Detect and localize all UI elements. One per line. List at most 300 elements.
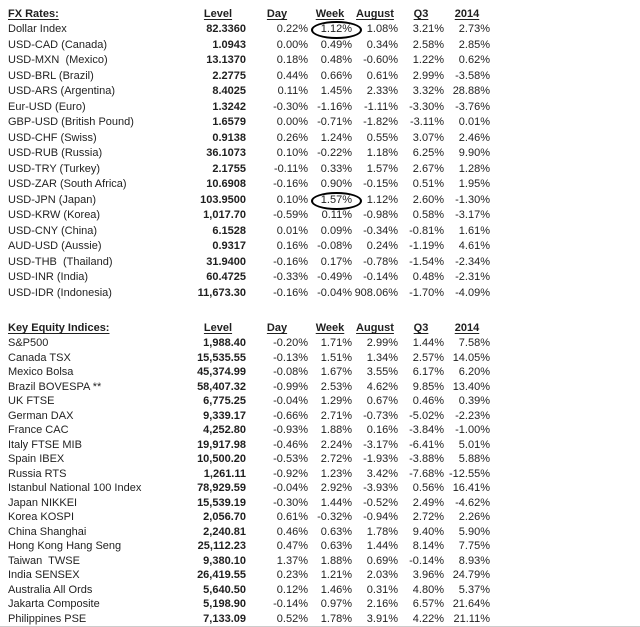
day-change-value: -0.16% <box>273 255 308 268</box>
index-name: Philippines PSE <box>8 612 87 625</box>
fx-section-title: FX Rates: <box>8 8 59 20</box>
equity-row <box>8 380 490 395</box>
day-change-value: 0.12% <box>276 583 308 596</box>
day-change-value: -0.14% <box>273 598 308 610</box>
level-value: 8.4025 <box>212 85 246 97</box>
day-change-value: 0.52% <box>276 612 308 625</box>
index-name: Canada TSX <box>8 351 71 364</box>
day-change-value: -0.04% <box>273 482 308 494</box>
august-change-value: -1.11% <box>363 100 398 113</box>
august-change-value: -0.34% <box>363 224 398 237</box>
instrument-name: USD-ARS (Argentina) <box>8 85 115 97</box>
august-change-value: 3.42% <box>366 467 398 480</box>
day-change-value: -0.08% <box>273 366 308 378</box>
week-change-value: 0.09% <box>320 224 352 237</box>
august-change-value: -0.78% <box>363 255 398 268</box>
fx-row <box>8 53 490 69</box>
week-change-value: 1.46% <box>320 583 352 596</box>
instrument-name: USD-CAD (Canada) <box>8 38 108 51</box>
index-name: Jakarta Composite <box>8 598 100 610</box>
q3-change-value: -5.02% <box>409 409 444 422</box>
day-change-value: -0.13% <box>273 351 308 364</box>
equity-header <box>8 320 490 336</box>
fx-col-q3: Q3 <box>413 8 429 20</box>
ytd-2014-value: -3.17% <box>455 209 490 221</box>
q3-change-value: 0.56% <box>412 482 444 494</box>
q3-change-value: -3.84% <box>409 424 444 436</box>
ytd-2014-value: 21.64% <box>452 598 490 610</box>
ytd-2014-value: 8.93% <box>458 554 490 567</box>
week-change-value: -0.08% <box>317 240 352 252</box>
week-change-value: 1.78% <box>320 612 352 625</box>
level-value: 1.0943 <box>212 38 246 51</box>
august-change-value: 2.33% <box>366 85 398 97</box>
day-change-value: 0.44% <box>276 69 308 82</box>
day-change-value: 1.37% <box>276 554 308 567</box>
instrument-name: USD-IDR (Indonesia) <box>8 286 112 299</box>
equity-row <box>8 423 490 438</box>
index-name: S&P500 <box>8 337 49 349</box>
week-change-value: 1.44% <box>320 496 352 509</box>
q3-change-value: 2.72% <box>412 511 444 523</box>
august-change-value: 3.91% <box>366 612 398 625</box>
level-value: 0.9138 <box>212 131 246 144</box>
fx-rates-table <box>8 6 490 301</box>
q3-change-value: 3.32% <box>412 85 444 97</box>
q3-change-value: 8.14% <box>412 540 444 552</box>
day-change-value: 0.00% <box>276 116 308 128</box>
week-change-value: 1.29% <box>320 395 352 407</box>
ytd-2014-value: 2.26% <box>458 511 490 523</box>
level-value: 10,500.20 <box>197 453 246 465</box>
ytd-2014-value: -3.58% <box>455 69 490 82</box>
august-change-value: 3.55% <box>366 366 398 378</box>
level-value: 60.4725 <box>206 271 246 283</box>
instrument-name: Dollar Index <box>8 23 67 35</box>
august-change-value: 0.69% <box>366 554 398 567</box>
instrument-name: AUD-USD (Aussie) <box>8 240 102 252</box>
q3-change-value: 6.57% <box>412 598 444 610</box>
fx-col-august: August <box>356 8 394 20</box>
q3-change-value: 1.22% <box>412 54 444 66</box>
august-change-value: 0.24% <box>366 240 398 252</box>
day-change-value: -0.99% <box>273 380 308 393</box>
level-value: 1,988.40 <box>203 337 246 349</box>
day-change-value: 0.26% <box>276 131 308 144</box>
level-value: 45,374.99 <box>197 366 246 378</box>
ytd-2014-value: -1.00% <box>455 424 490 436</box>
index-name: India SENSEX <box>8 569 80 581</box>
equity-row <box>8 510 490 525</box>
instrument-name: USD-MXN (Mexico) <box>8 54 108 66</box>
august-change-value: -0.52% <box>363 496 398 509</box>
q3-change-value: -3.30% <box>409 100 444 113</box>
level-value: 5,640.50 <box>203 583 246 596</box>
week-change-value: -0.49% <box>317 271 352 283</box>
q3-change-value: 0.46% <box>412 395 444 407</box>
day-change-value: 0.11% <box>277 85 308 97</box>
index-name: France CAC <box>8 424 69 436</box>
day-change-value: 0.46% <box>276 525 308 538</box>
ytd-2014-value: 1.61% <box>458 224 490 237</box>
q3-change-value: 2.57% <box>412 351 444 364</box>
q3-change-value: -3.11% <box>409 116 444 128</box>
august-change-value: -0.98% <box>363 209 398 221</box>
level-value: 15,535.55 <box>197 351 246 364</box>
day-change-value: 0.23% <box>276 569 308 581</box>
level-value: 78,929.59 <box>197 482 246 494</box>
august-change-value: 0.16% <box>366 424 398 436</box>
fx-row <box>8 84 490 100</box>
ytd-2014-value: 0.01% <box>458 116 490 128</box>
q3-change-value: 0.58% <box>412 209 444 221</box>
q3-change-value: -3.88% <box>409 453 444 465</box>
day-change-value: -0.30% <box>273 100 308 113</box>
week-change-value: 1.88% <box>320 424 352 436</box>
index-name: Spain IBEX <box>8 453 65 465</box>
index-name: Italy FTSE MIB <box>8 438 82 451</box>
ytd-2014-value: 1.95% <box>458 178 490 190</box>
level-value: 7,133.09 <box>203 612 246 625</box>
day-change-value: -0.59% <box>273 209 308 221</box>
instrument-name: USD-JPN (Japan) <box>8 193 97 206</box>
level-value: 2,240.81 <box>203 525 246 538</box>
level-value: 13.1370 <box>206 54 246 66</box>
equity-row <box>8 394 490 409</box>
ytd-2014-value: 1.28% <box>458 162 490 175</box>
fx-row <box>8 224 490 240</box>
instrument-name: USD-TRY (Turkey) <box>8 162 101 175</box>
instrument-name: USD-CNY (China) <box>8 224 98 237</box>
august-change-value: 0.55% <box>366 131 398 144</box>
week-change-value: 0.97% <box>320 598 352 610</box>
august-change-value: 4.62% <box>366 380 398 393</box>
ytd-2014-value: 5.90% <box>458 525 490 538</box>
instrument-name: USD-RUB (Russia) <box>8 147 103 159</box>
week-change-value: 0.48% <box>320 54 352 66</box>
level-value: 9,339.17 <box>203 409 246 422</box>
q3-change-value: 2.60% <box>412 193 444 206</box>
day-change-value: -0.20% <box>273 337 308 349</box>
level-value: 1.3242 <box>212 100 246 113</box>
q3-change-value: -6.41% <box>409 438 444 451</box>
level-value: 36.1073 <box>206 147 246 159</box>
fx-row <box>8 146 490 162</box>
equity-row <box>8 409 490 424</box>
q3-change-value: 2.67% <box>412 162 444 175</box>
level-value: 103.9500 <box>200 193 246 206</box>
august-change-value: 0.67% <box>366 395 398 407</box>
week-change-value: 1.23% <box>320 467 352 480</box>
august-change-value: 1.57% <box>366 162 398 175</box>
instrument-name: Eur-USD (Euro) <box>8 100 86 113</box>
august-change-value: -1.82% <box>363 116 398 128</box>
level-value: 11,673.30 <box>197 286 246 299</box>
equity-row <box>8 467 490 482</box>
q3-change-value: 0.51% <box>412 178 444 190</box>
day-change-value: -0.46% <box>273 438 308 451</box>
august-change-value: 2.99% <box>366 337 398 349</box>
week-change-value <box>308 22 352 38</box>
equity-section-title: Key Equity Indices: <box>8 322 110 334</box>
week-change-value: 2.71% <box>320 409 352 422</box>
august-change-value: 908.06% <box>354 286 398 299</box>
week-change-value: 1.88% <box>320 554 352 567</box>
august-change-value: -0.94% <box>363 511 398 523</box>
level-value: 1,017.70 <box>203 209 246 221</box>
ytd-2014-value: 9.90% <box>458 147 490 159</box>
index-name: China Shanghai <box>8 525 87 538</box>
equity-header-row <box>8 320 490 336</box>
week-change-value: -0.04% <box>317 286 352 299</box>
ytd-2014-value: 6.20% <box>458 366 490 378</box>
annotation-ellipse: 1.57% <box>311 192 362 210</box>
week-change-value: 0.49% <box>320 38 352 51</box>
equity-row <box>8 568 490 583</box>
fx-row <box>8 22 490 38</box>
day-change-value: -0.04% <box>273 395 308 407</box>
day-change-value: -0.33% <box>273 271 308 283</box>
august-change-value: 1.18% <box>366 147 398 159</box>
level-value: 19,917.98 <box>197 438 246 451</box>
equity-row <box>8 438 490 453</box>
equity-row <box>8 612 490 627</box>
level-value: 25,112.23 <box>197 540 246 552</box>
day-change-value: 0.01% <box>276 224 308 237</box>
fx-rows <box>8 22 490 301</box>
q3-change-value: 9.85% <box>412 380 444 393</box>
ytd-2014-value: 14.05% <box>452 351 490 364</box>
q3-change-value: 4.80% <box>412 583 444 596</box>
index-name: Brazil BOVESPA ** <box>8 380 102 393</box>
instrument-name: USD-BRL (Brazil) <box>8 69 94 82</box>
fx-row <box>8 162 490 178</box>
equity-col-2014: 2014 <box>454 322 480 334</box>
august-change-value: 2.03% <box>366 569 398 581</box>
q3-change-value: 3.21% <box>412 23 444 35</box>
annotation-ellipse: 1.12% <box>311 21 362 39</box>
instrument-name: USD-INR (India) <box>8 271 89 283</box>
ytd-2014-value: 2.73% <box>458 23 490 35</box>
week-change-value: 2.92% <box>320 482 352 494</box>
week-change-value: 0.90% <box>320 178 352 190</box>
q3-change-value: 2.99% <box>412 69 444 82</box>
week-change-value: -0.71% <box>317 116 352 128</box>
index-name: Japan NIKKEI <box>8 496 78 509</box>
fx-col-day: Day <box>266 8 288 20</box>
equity-row <box>8 554 490 569</box>
ytd-2014-value: 2.85% <box>458 38 490 51</box>
equity-col-august: August <box>356 322 394 334</box>
august-change-value: 1.78% <box>366 525 398 538</box>
level-value: 0.9317 <box>212 240 246 252</box>
index-name: Istanbul National 100 Index <box>8 482 142 494</box>
august-change-value: 2.16% <box>366 598 398 610</box>
ytd-2014-value: 5.37% <box>458 583 490 596</box>
level-value: 1.6579 <box>212 116 246 128</box>
fx-col-week: Week <box>315 8 345 20</box>
q3-change-value: -1.54% <box>409 255 444 268</box>
equity-row <box>8 452 490 467</box>
fx-row <box>8 286 490 302</box>
q3-change-value: 4.22% <box>412 612 444 625</box>
august-change-value: -0.15% <box>363 178 398 190</box>
day-change-value: -0.16% <box>273 178 308 190</box>
q3-change-value: -7.68% <box>409 467 444 480</box>
week-change-value: 0.33% <box>320 162 352 175</box>
equity-row <box>8 336 490 351</box>
ytd-2014-value: -12.55% <box>449 467 490 480</box>
index-name: Korea KOSPI <box>8 511 75 523</box>
week-change-value: 1.51% <box>320 351 352 364</box>
q3-change-value: 2.58% <box>412 38 444 51</box>
level-value: 5,198.90 <box>203 598 246 610</box>
week-change-value: -0.22% <box>317 147 352 159</box>
ytd-2014-value: 5.01% <box>458 438 490 451</box>
week-change-value: 2.24% <box>320 438 352 451</box>
ytd-2014-value: 28.88% <box>452 85 490 97</box>
level-value: 82.3360 <box>206 23 246 35</box>
august-change-value: 1.08% <box>366 23 398 35</box>
ytd-2014-value: 16.41% <box>452 482 490 494</box>
day-change-value: -0.30% <box>273 496 308 509</box>
q3-change-value: 6.17% <box>412 366 444 378</box>
q3-change-value: -0.81% <box>409 224 444 237</box>
week-change-value: 1.45% <box>320 85 352 97</box>
level-value: 6.1528 <box>212 224 246 237</box>
equity-row <box>8 539 490 554</box>
level-value: 1,261.11 <box>203 467 246 480</box>
level-value: 4,252.80 <box>203 424 246 436</box>
ytd-2014-value: 7.58% <box>458 337 490 349</box>
equity-row <box>8 583 490 598</box>
week-change-value: 0.17% <box>320 255 352 268</box>
instrument-name: USD-THB (Thailand) <box>8 255 113 268</box>
q3-change-value: 1.44% <box>412 337 444 349</box>
fx-row <box>8 193 490 209</box>
august-change-value: 1.12% <box>366 193 398 206</box>
fx-row <box>8 208 490 224</box>
august-change-value: 1.44% <box>366 540 398 552</box>
equity-row <box>8 597 490 612</box>
equity-row <box>8 481 490 496</box>
fx-row <box>8 131 490 147</box>
day-change-value: -0.11% <box>273 162 308 175</box>
index-name: Mexico Bolsa <box>8 366 74 378</box>
fx-row <box>8 115 490 131</box>
fx-row <box>8 255 490 271</box>
day-change-value: 0.22% <box>276 23 308 35</box>
day-change-value: 0.16% <box>276 240 308 252</box>
index-name: Taiwan TWSE <box>8 554 80 567</box>
index-name: UK FTSE <box>8 395 55 407</box>
index-name: Russia RTS <box>8 467 67 480</box>
week-change-value: 2.53% <box>320 380 352 393</box>
fx-row <box>8 239 490 255</box>
fx-row <box>8 177 490 193</box>
ytd-2014-value: -2.23% <box>455 409 490 422</box>
equity-col-day: Day <box>266 322 288 334</box>
q3-change-value: 2.49% <box>412 496 444 509</box>
week-change-value: 1.71% <box>320 337 352 349</box>
week-change-value: 1.24% <box>320 131 352 144</box>
day-change-value: -0.93% <box>273 424 308 436</box>
index-name: Australia All Ords <box>8 583 93 596</box>
august-change-value: 0.31% <box>366 583 398 596</box>
key-equity-indices-table <box>8 320 490 626</box>
ytd-2014-value: 0.39% <box>458 395 490 407</box>
day-change-value: 0.00% <box>276 38 308 51</box>
ytd-2014-value: 24.79% <box>452 569 490 581</box>
fx-col-2014: 2014 <box>454 8 480 20</box>
level-value: 31.9400 <box>206 255 246 268</box>
week-change-value: 0.11% <box>321 209 352 221</box>
q3-change-value: 3.07% <box>412 131 444 144</box>
week-change-value: 0.63% <box>320 540 352 552</box>
day-change-value: -0.92% <box>273 467 308 480</box>
index-name: German DAX <box>8 409 74 422</box>
q3-change-value: 6.25% <box>412 147 444 159</box>
level-value: 10.6908 <box>206 178 246 190</box>
day-change-value: -0.53% <box>273 453 308 465</box>
august-change-value: -0.14% <box>363 271 398 283</box>
week-change-value: 2.72% <box>320 453 352 465</box>
instrument-name: USD-KRW (Korea) <box>8 209 101 221</box>
week-change-value: -0.32% <box>317 511 352 523</box>
week-change-value: 1.67% <box>320 366 352 378</box>
week-change-value: 0.63% <box>320 525 352 538</box>
q3-change-value: -1.19% <box>409 240 444 252</box>
equity-col-level: Level <box>203 322 233 334</box>
equity-row <box>8 496 490 511</box>
week-change-value: -1.16% <box>317 100 352 113</box>
ytd-2014-value: 4.61% <box>458 240 490 252</box>
week-change-value <box>308 193 352 209</box>
equity-row <box>8 365 490 380</box>
ytd-2014-value: 5.88% <box>458 453 490 465</box>
level-value: 26,419.55 <box>197 569 246 581</box>
day-change-value: 0.10% <box>276 147 308 159</box>
august-change-value: -3.17% <box>363 438 398 451</box>
level-value: 2.1755 <box>212 162 246 175</box>
equity-col-week: Week <box>315 322 345 334</box>
august-change-value: -0.73% <box>363 409 398 422</box>
august-change-value: -3.93% <box>363 482 398 494</box>
ytd-2014-value: 21.11% <box>453 612 490 625</box>
ytd-2014-value: 13.40% <box>452 380 490 393</box>
equity-col-q3: Q3 <box>413 322 429 334</box>
level-value: 2.2775 <box>212 69 246 82</box>
q3-change-value: 0.48% <box>412 271 444 283</box>
ytd-2014-value: 0.62% <box>458 54 490 66</box>
level-value: 58,407.32 <box>197 380 246 393</box>
fx-row <box>8 38 490 54</box>
august-change-value: 0.34% <box>366 38 398 51</box>
ytd-2014-value: -4.09% <box>455 286 490 299</box>
level-value: 9,380.10 <box>203 554 246 567</box>
week-change-value: 0.66% <box>320 69 352 82</box>
equity-rows <box>8 336 490 626</box>
equity-row <box>8 351 490 366</box>
fx-row <box>8 100 490 116</box>
ytd-2014-value: -3.76% <box>455 100 490 113</box>
week-change-value: 1.21% <box>320 569 352 581</box>
q3-change-value: 9.40% <box>412 525 444 538</box>
index-name: Hong Kong Hang Seng <box>8 540 122 552</box>
level-value: 6,775.25 <box>203 395 246 407</box>
instrument-name: USD-ZAR (South Africa) <box>8 178 127 190</box>
ytd-2014-value: 2.46% <box>458 131 490 144</box>
